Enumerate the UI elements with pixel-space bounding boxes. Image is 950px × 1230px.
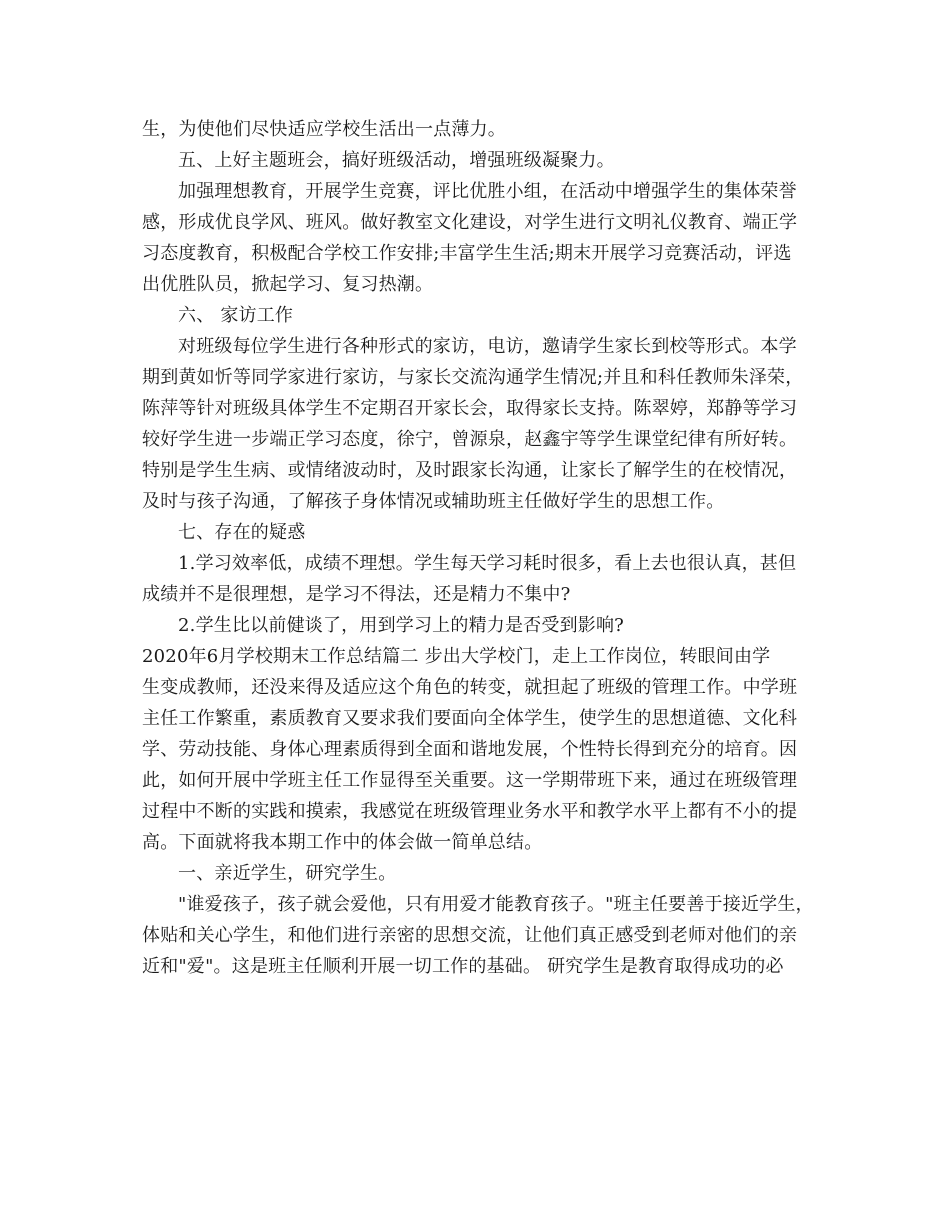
- text-line: 2.学生比以前健谈了，用到学习上的精力是否受到影响?: [178, 615, 625, 636]
- text-line: 高。下面就将我本期工作中的体会做一简单总结。: [142, 832, 543, 853]
- text-line: 对班级每位学生进行各种形式的家访，电访，邀请学生家长到校等形式。本学: [178, 336, 797, 357]
- document-body: [142, 114, 812, 982]
- text-line: 习态度教育，积极配合学校工作安排;丰富学生生活;期末开展学习竞赛活动，评选: [142, 243, 792, 264]
- text-line: 近和"爱"。这是班主任顺利开展一切工作的基础。 研究学生是教育取得成功的必: [142, 956, 784, 977]
- text-line: 特别是学生生病、或情绪波动时，及时跟家长沟通，让家长了解学生的在校情况，: [142, 460, 798, 481]
- text-line: 加强理想教育，开展学生竞赛，评比优胜小组，在活动中增强学生的集体荣誉: [178, 181, 797, 202]
- text-line: 七、存在的疑惑: [178, 522, 306, 543]
- text-line: 体贴和关心学生，和他们进行亲密的思想交流，让他们真正感受到老师对他们的亲: [142, 925, 798, 946]
- text-line: 六、 家访工作: [178, 305, 294, 326]
- text-line: 较好学生进一步端正学习态度，徐宁，曾源泉，赵鑫宇等学生课堂纪律有所好转。: [142, 429, 798, 450]
- text-line: 此，如何开展中学班主任工作显得至关重要。这一学期带班下来，通过在班级管理: [142, 770, 798, 791]
- text-line: 出优胜队员，掀起学习、复习热潮。: [142, 274, 434, 295]
- text-line: 2020年6月学校期末工作总结篇二 步出大学校门，走上工作岗位，转眼间由学: [142, 646, 771, 667]
- text-line: 生，为使他们尽快适应学校生活出一点薄力。: [142, 119, 506, 140]
- text-line: 及时与孩子沟通，了解孩子身体情况或辅助班主任做好学生的思想工作。: [142, 491, 725, 512]
- text-line: 学、劳动技能、身体心理素质得到全面和谐地发展，个性特长得到充分的培育。因: [142, 739, 798, 760]
- text-line: "谁爱孩子，孩子就会爱他，只有用爱才能教育孩子。"班主任要善于接近学生，: [178, 894, 814, 915]
- text-line: 期到黄如忻等同学家进行家访，与家长交流沟通学生情况;并且和科任教师朱泽荣，: [142, 367, 804, 388]
- text-line: 主任工作繁重，素质教育又要求我们要面向全体学生，使学生的思想道德、文化科: [142, 708, 798, 729]
- text-line: 1.学习效率低，成绩不理想。学生每天学习耗时很多，看上去也很认真，甚但: [178, 553, 797, 574]
- text-line: 成绩并不是很理想，是学习不得法，还是精力不集中?: [142, 584, 571, 605]
- text-line: 一、亲近学生，研究学生。: [178, 863, 397, 884]
- text-line: 陈萍等针对班级具体学生不定期召开家长会，取得家长支持。陈翠婷，郑静等学习: [142, 398, 798, 419]
- text-line: 感，形成优良学风、班风。做好教室文化建设，对学生进行文明礼仪教育、端正学: [142, 212, 798, 233]
- text-line: 五、上好主题班会，搞好班级活动，增强班级凝聚力。: [178, 150, 615, 171]
- text-line: 过程中不断的实践和摸索，我感觉在班级管理业务水平和教学水平上都有不小的提: [142, 801, 798, 822]
- text-line: 生变成教师，还没来得及适应这个角色的转变，就担起了班级的管理工作。中学班: [142, 677, 798, 698]
